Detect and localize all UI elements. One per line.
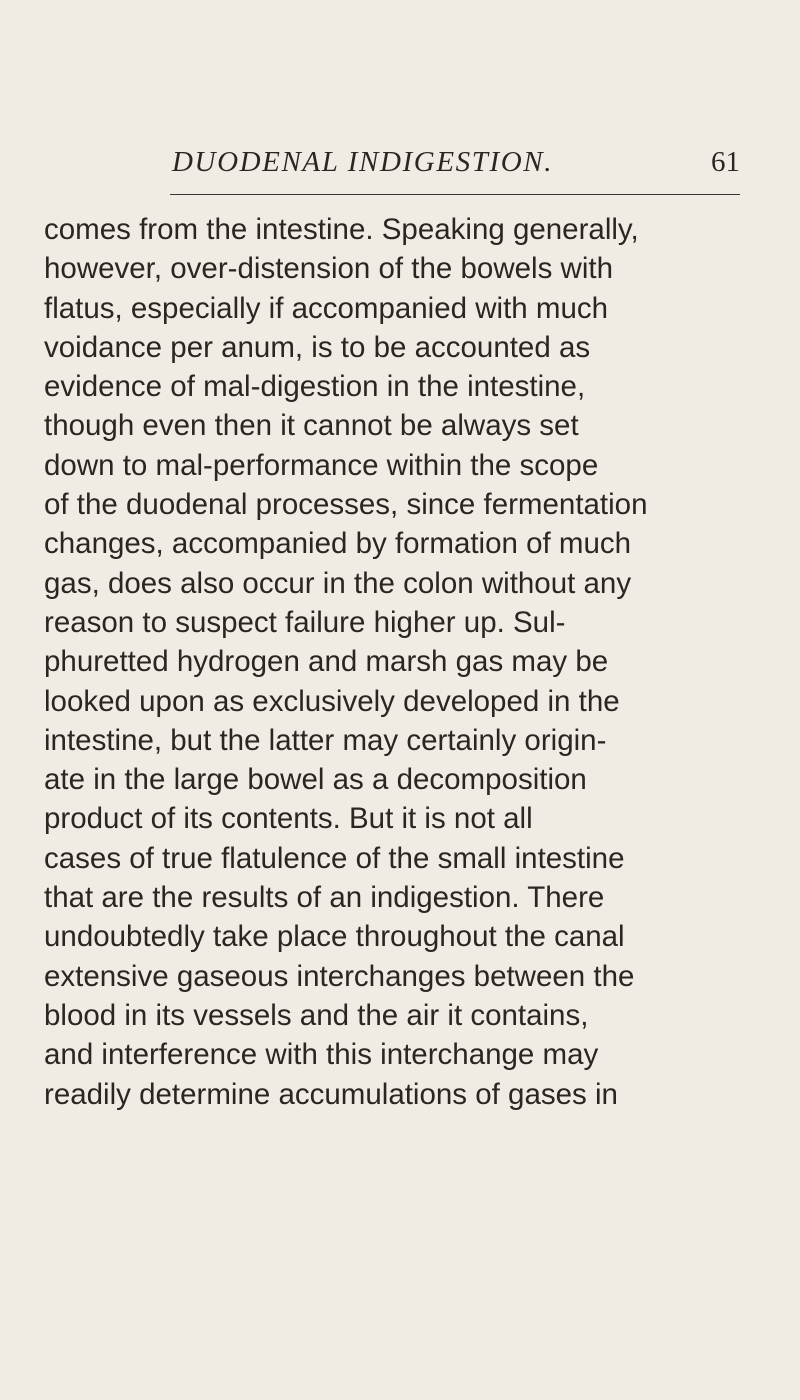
body-text — [44, 210, 744, 1114]
text-line: down to mal-performance within the scope — [44, 448, 599, 482]
text-line: product of its contents. But it is not all — [44, 802, 533, 836]
text-line: reason to suspect failure higher up. Sul- — [44, 605, 566, 639]
text-line: changes, accompanied by formation of much — [44, 527, 632, 561]
text-line: however, over-distension of the bowels with — [44, 252, 613, 286]
text-line: evidence of mal-digestion in the intestine, — [44, 370, 586, 404]
text-line: blood in its vessels and the air it contains, — [44, 998, 589, 1032]
text-line: phuretted hydrogen and marsh gas may be — [44, 645, 609, 679]
text-line: intestine, but the latter may certainly origin- — [44, 723, 607, 757]
text-line: flatus, especially if accompanied with much — [44, 291, 609, 325]
text-line: readily determine accumulations of gases in — [44, 1077, 618, 1111]
text-line: of the duodenal processes, since fermentation — [44, 488, 648, 522]
text-line: voidance per anum, is to be accounted as — [44, 330, 591, 364]
text-line: comes from the intestine. Speaking generally, — [44, 213, 639, 246]
text-line: cases of true flatulence of the small intestine — [44, 841, 625, 875]
header-rule — [170, 194, 740, 195]
text-line: extensive gaseous interchanges between the — [44, 959, 635, 993]
text-line: undoubtedly take place throughout the canal — [44, 920, 625, 954]
text-line: though even then it cannot be always set — [44, 409, 579, 443]
text-line: looked upon as exclusively developed in the — [44, 684, 620, 718]
text-line: gas, does also occur in the colon without any — [44, 566, 632, 600]
text-line: and interference with this interchange may — [44, 1038, 599, 1072]
text-line: that are the results of an indigestion. There — [44, 881, 605, 915]
running-title: DUODENAL INDIGESTION. — [172, 146, 554, 178]
text-line: ate in the large bowel as a decomposition — [44, 763, 587, 797]
running-head — [172, 146, 740, 186]
page-number: 61 — [711, 146, 740, 178]
